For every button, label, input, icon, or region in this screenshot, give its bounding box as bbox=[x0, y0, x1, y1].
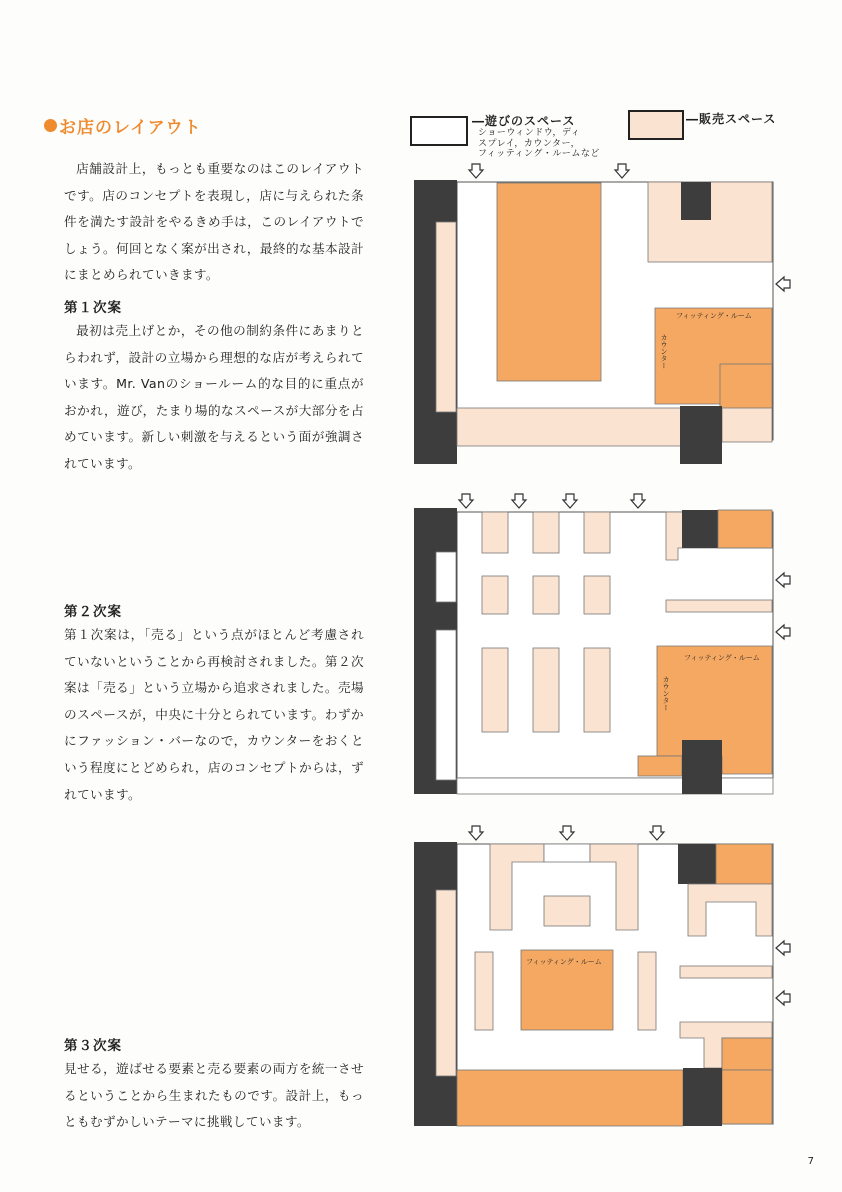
legend-sales-label: ―販売スペース bbox=[686, 112, 777, 126]
plan1-heading: 第１次案 bbox=[64, 300, 122, 316]
plan3-fitting-label: フィッティング・ルーム bbox=[526, 958, 602, 966]
intro-text: 店舗設計上，もっとも重要なのはこのレイアウトです。店のコンセプトを表現し，店に与えられた条件を満たす設計をやるきめ手は，このレイアウトでしょう。何回となく案が出され，最終的な基本設計にまとめられていきます。 bbox=[64, 161, 364, 283]
plan1-counter-label: カウンター bbox=[660, 334, 668, 369]
plan3-heading: 第３次案 bbox=[64, 1038, 122, 1054]
page-number: 7 bbox=[807, 1156, 814, 1167]
section-title-text: お店のレイアウト bbox=[59, 118, 202, 138]
plan2-counter-label: カウンター bbox=[662, 676, 670, 711]
plan3-diagram bbox=[414, 826, 790, 1126]
legend-sub-line: フィッティング・ルームなど bbox=[478, 149, 600, 159]
legend-sub-line: スプレイ，カウンター， bbox=[478, 138, 581, 149]
legend-play-label: ―遊びのスペース bbox=[472, 114, 576, 128]
plan3-text: 見せる，遊ばせる要素と売る要素の両方を統一させるということから生まれたものです。設計上，もっともむずかしいテーマに挑戦しています。 bbox=[64, 1061, 364, 1130]
plan2-text: 第１次案は，「売る」という点がほとんど考慮されていないということから再検討されました。第２次案は「売る」という立場から追求されました。売場のスペースが，中央に十分とられています。わずかにファッション・バーなので，カウンターをおくという程度にとどめられ，店のコンセプトからは，ずれています。 bbox=[64, 627, 364, 802]
plan2-diagram bbox=[414, 494, 790, 794]
plan1-fitting-label: フィッティング・ルーム bbox=[676, 312, 752, 320]
plan2-heading: 第２次案 bbox=[64, 604, 122, 620]
plan1-text: 最初は売上げとか，その他の制約条件にあまりとらわれず，設計の立場から理想的な店が考えられています。Mr. Vanのショールーム的な目的に重点がおかれ，遊び，たまり場的なスペースが大部分を占めています。新しい刺激を与えるという面が強調されています。 bbox=[64, 323, 364, 471]
legend-sub-line: ショーウィンドウ，ディ bbox=[478, 128, 581, 138]
plan2-fitting-label: フィッティング・ルーム bbox=[684, 654, 760, 662]
